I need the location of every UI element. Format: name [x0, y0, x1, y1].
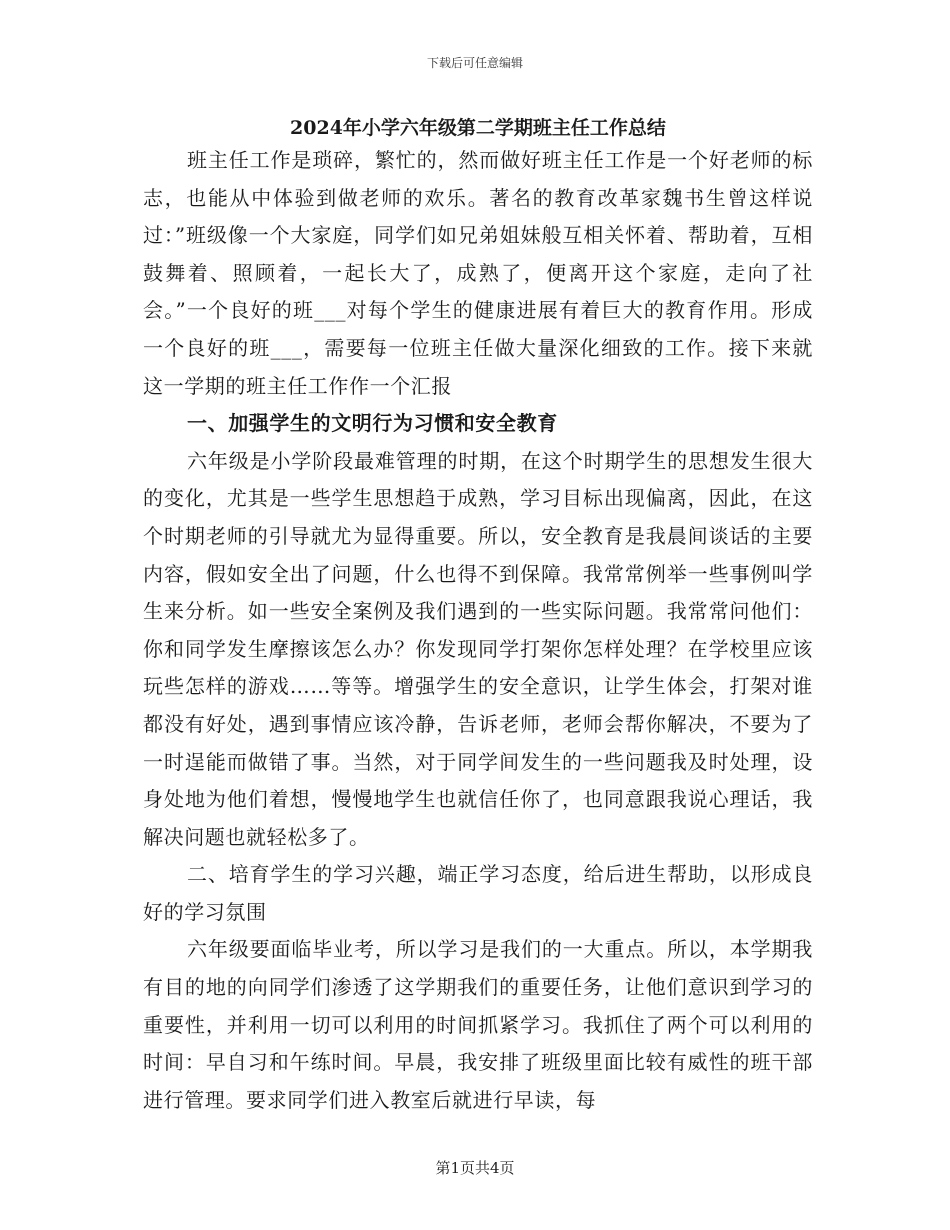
- section-heading-1: 一、加强学生的文明行为习惯和安全教育: [187, 411, 558, 436]
- document-title: 2024年小学六年级第二学期班主任工作总结: [290, 117, 666, 139]
- section-1-paragraph: 六年级是小学阶段最难管理的时期，在这个时期学生的思想发生很大的变化，尤其是一些学生思想趋于成熟，学习目标出现偏离，因此，在这个时期老师的引导就尤为显得重要。所以，安全教育是我晨间谈话的主要内容，假如安全出了问题，什么也得不到保障。我常常例举一些事例叫学生来分析。如一些安全案例及我们遇到的一些实际问题。我常常问他们：你和同学发生摩擦该怎么办？你发现同学打架你怎样处理？在学校里应该玩些怎样的游戏……等等。增强学生的安全意识，让学生体会，打架对谁都没有好处，遇到事情应该冷静，告诉老师，老师会帮你解决，不要为了一时逞能而做错了事。当然，对于同学间发生的一些问题我及时处理，设身处地为他们着想，慢慢地学生也就信任你了，也同意跟我说心理话，我解决问题也就轻松多了。: [143, 448, 813, 849]
- intro-paragraph: 班主任工作是琐碎，繁忙的，然而做好班主任工作是一个好老师的标志，也能从中体验到做老师的欢乐。著名的教育改革家魏书生曾这样说过：”班级像一个大家庭，同学们如兄弟姐妹般互相关怀着、帮助着，互相鼓舞着、照顾着，一起长大了，成熟了，便离开这个家庭，走向了社会。”一个良好的班___对每个学生的健康进展有着巨大的教育作用。形成一个良好的班___，需要每一位班主任做大量深化细致的工作。接下来就这一学期的班主任工作作一个汇报: [143, 148, 813, 398]
- section-2-paragraph: 六年级要面临毕业考，所以学习是我们的一大重点。所以，本学期我有目的地的向同学们渗透了这学期我们的重要任务，让他们意识到学习的重要性，并利用一切可以利用的时间抓紧学习。我抓住了两个可以利用的时间：早自习和午练时间。早晨，我安排了班级里面比较有威性的班干部进行管理。要求同学们进入教室后就进行早读，每: [143, 937, 813, 1112]
- section-heading-2: 二、培育学生的学习兴趣，端正学习态度，给后进生帮助，以形成良好的学习氛围: [143, 862, 813, 924]
- page-header-note: 下载后可任意编辑: [426, 56, 523, 70]
- page-number: 第1页共4页: [435, 1159, 515, 1177]
- document-body: [143, 114, 813, 1119]
